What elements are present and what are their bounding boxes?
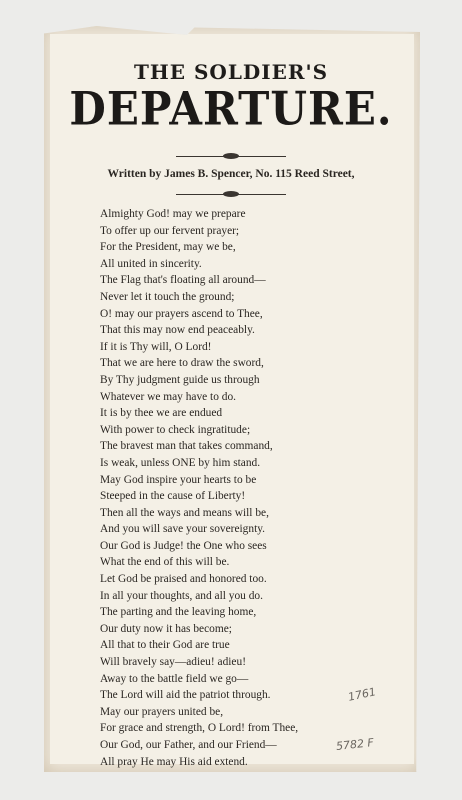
poem-line: The Flag that's floating all around— <box>100 274 266 287</box>
poem-line: Our God is Judge! the One who sees <box>100 539 267 552</box>
poem-line: May God inspire your hearts to be <box>100 473 257 486</box>
poem-line: Almighty God! may we prepare <box>100 208 246 220</box>
title-line-2: DEPARTURE. <box>69 81 393 136</box>
poem-line: All united in sincerity. <box>100 257 202 270</box>
poem-line: The parting and the leaving home, <box>100 606 257 619</box>
poem-line: It is by thee we are endued <box>100 407 223 420</box>
poem-line: That we are here to draw the sword, <box>100 357 264 370</box>
poem-line: The Lord will aid the patriot through. <box>100 689 271 702</box>
poem-line: O! may our prayers ascend to Thee, <box>100 307 263 320</box>
poem-line: That this may now end peaceably. <box>100 324 255 337</box>
poem-line: Never let it touch the ground; <box>100 290 235 303</box>
poem-line: For the President, may we be, <box>100 241 236 254</box>
poem-line: Will bravely say—adieu! adieu! <box>100 656 246 669</box>
poem-line: May our prayers united be, <box>100 705 224 718</box>
poem-line: In all your thoughts, and all you do. <box>100 589 263 602</box>
poem-line: All pray He may His aid extend. <box>100 755 248 768</box>
poem-line: Away to the battle field we go— <box>100 672 249 685</box>
ornamental-rule-top <box>176 156 286 157</box>
poem-line: Let God be praised and honored too. <box>100 573 267 586</box>
poem-line: And you will save your sovereignty. <box>100 523 266 536</box>
poem-line: Is weak, unless ONE by him stand. <box>100 456 261 469</box>
poem-line: For grace and strength, O Lord! from Thee, <box>100 722 299 735</box>
pencil-note-catalog: 5782 F <box>335 736 375 753</box>
poem-line: All that to their God are true <box>100 639 230 652</box>
rule-ornament <box>223 191 239 197</box>
poem-line: To offer up our fervent prayer; <box>100 224 240 237</box>
poem-line: Then all the ways and means will be, <box>100 506 269 519</box>
ornamental-rule-bottom <box>176 194 286 195</box>
poem-line: If it is Thy will, O Lord! <box>100 340 212 353</box>
poem-line: What the end of this will be. <box>100 556 230 569</box>
poem-line: By Thy judgment guide us through <box>100 373 260 386</box>
poem-line: The bravest man that takes command, <box>100 440 273 453</box>
poem-line: Whatever we may have to do. <box>100 390 236 403</box>
pencil-note-date: 1761 <box>346 685 378 704</box>
poem-line: Our God, our Father, and our Friend— <box>100 739 277 751</box>
rule-ornament <box>223 153 239 159</box>
poem-line: Our duty now it has become; <box>100 622 232 635</box>
poem-line: With power to check ingratitude; <box>100 423 251 436</box>
byline: Written by James B. Spencer, No. 115 Reed Street, <box>107 168 355 180</box>
title-line-1: THE SOLDIER'S <box>133 60 329 84</box>
poem-text <box>100 206 360 770</box>
poem-line: Steeped in the cause of Liberty! <box>100 490 246 503</box>
